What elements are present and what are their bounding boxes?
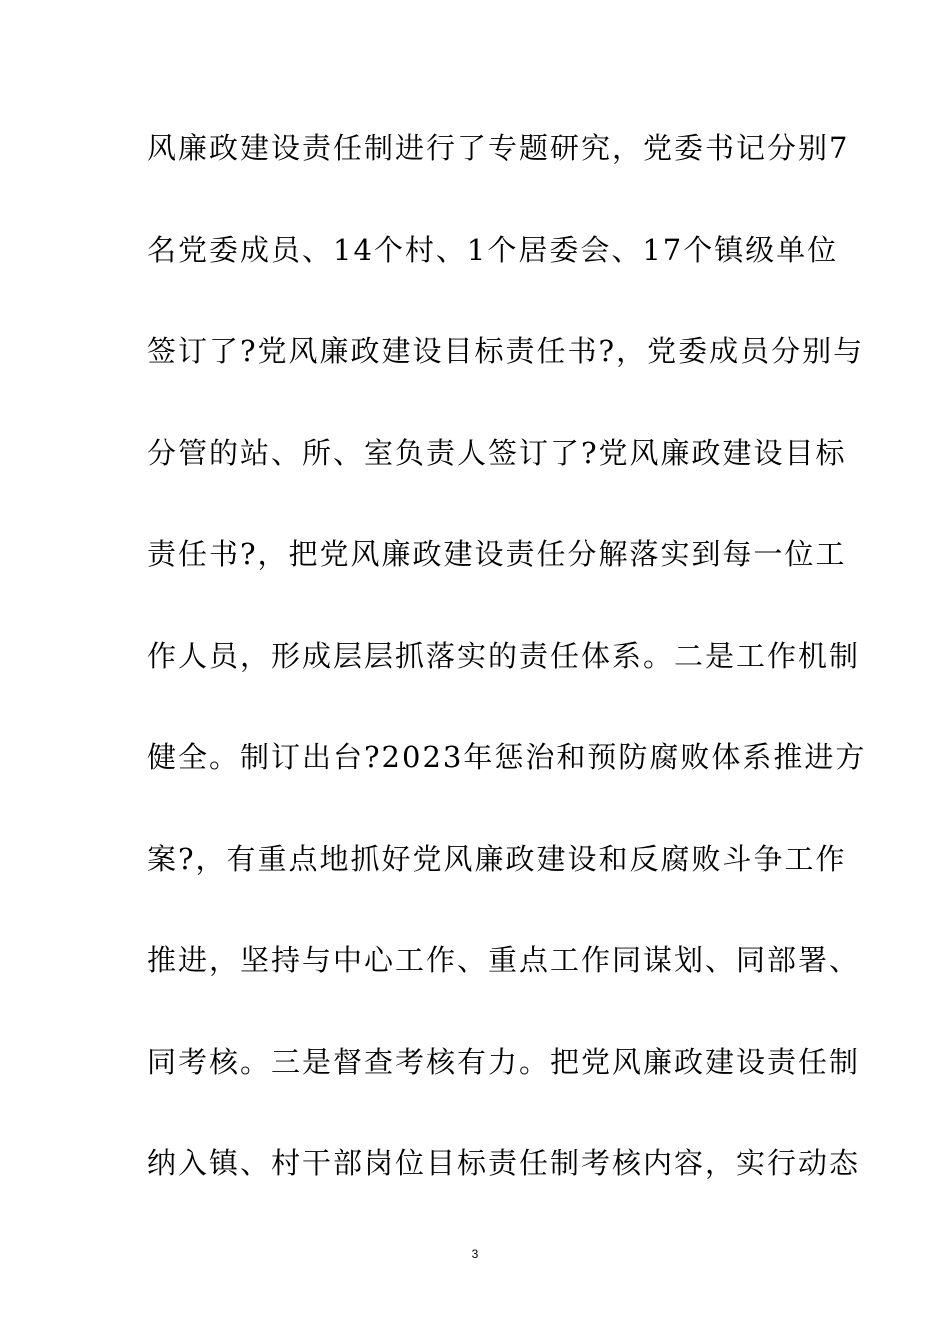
text-line-10: 同考核。三是督查考核有力。把党风廉政建设责任制 [147,1044,861,1079]
page-number: 3 [471,1247,479,1261]
text-line-7: 健全。制订出台?2023年惩治和预防腐败体系推进方 [147,740,867,774]
text-line-2: 名党委成员、14个村、1个居委会、17个镇级单位 [147,232,839,267]
text-line-11: 纳入镇、村干部岗位目标责任制考核内容，实行动态 [147,1146,861,1180]
text-line-5: 责任书?，把党风廉政建设责任分解落实到每一位工 [147,537,847,571]
text-line-8: 案?，有重点地抓好党风廉政建设和反腐败斗争工作 [147,841,847,876]
text-line-4: 分管的站、所、室负责人签订了?党风廉政建设目标 [147,435,847,470]
text-line-1: 风廉政建设责任制进行了专题研究，党委书记分别7 [147,131,850,165]
text-line-3: 签订了?党风廉政建设目标责任书?，党委成员分别与 [147,334,865,368]
body-text [147,128,867,1245]
text-line-9: 推进，坚持与中心工作、重点工作同谋划、同部署、 [147,943,861,977]
text-line-6: 作人员，形成层层抓落实的责任体系。二是工作机制 [147,638,861,673]
